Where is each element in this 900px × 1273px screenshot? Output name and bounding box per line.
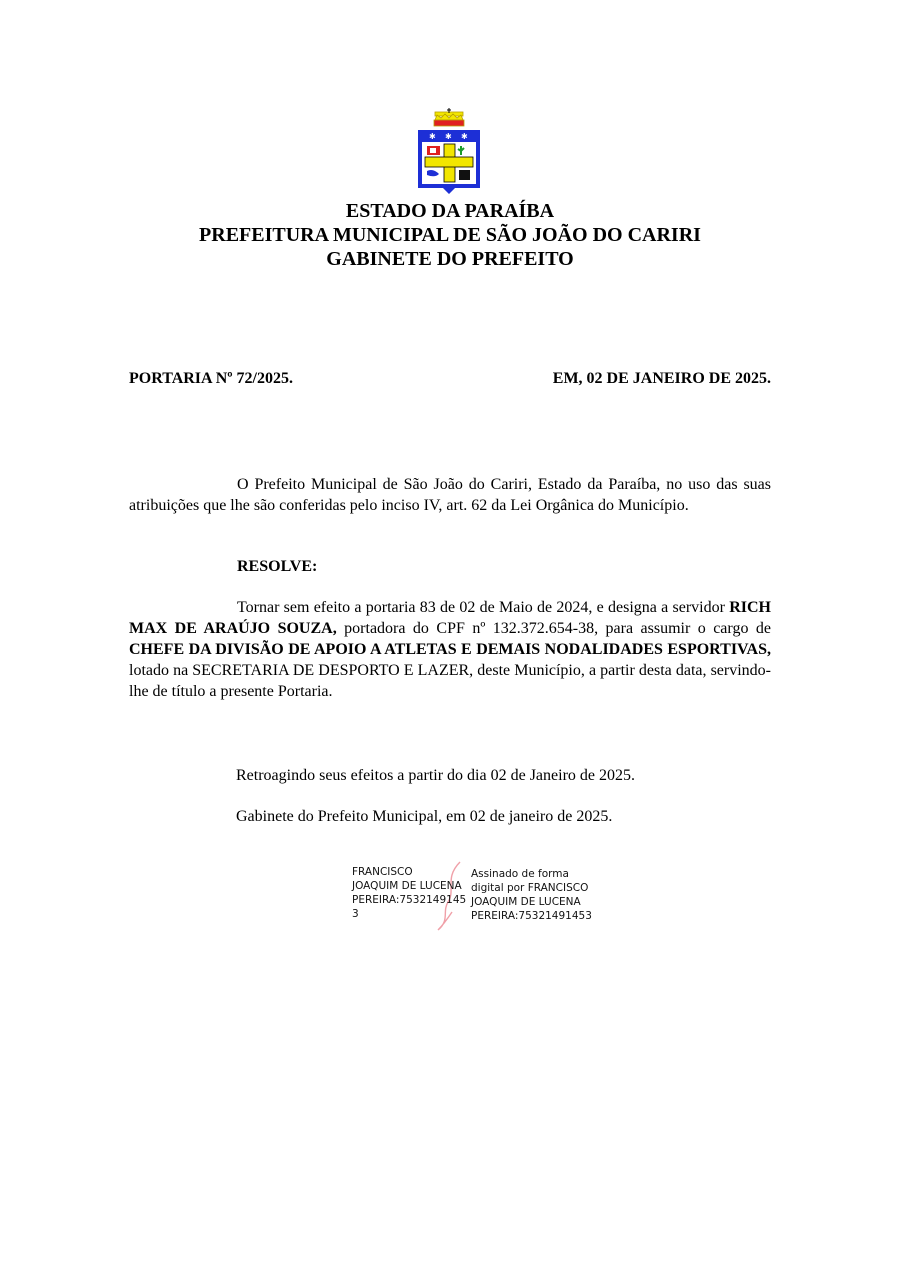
signer-line: FRANCISCO — [352, 866, 413, 878]
preamble-text: O Prefeito Municipal de São João do Cariri, Estado da Paraíba, no uso das suas atribuições que lhe são conferidas pelo inciso IV, art. 62 da Lei Orgânica do Município. — [129, 476, 771, 514]
signer-line: 3 — [352, 908, 359, 920]
svg-text:✱: ✱ — [429, 132, 436, 141]
signature-info-line: digital por FRANCISCO — [471, 882, 589, 894]
portaria-date: EM, 02 DE JANEIRO DE 2025. — [552, 370, 771, 387]
closing-paragraph: Gabinete do Prefeito Municipal, em 02 de janeiro de 2025. — [236, 808, 613, 825]
signer-line: PEREIRA:7532149145 — [352, 894, 467, 906]
resolution-text-a: Tornar sem efeito a portaria 83 de 02 de Maio de 2024, e designa a servidor — [237, 599, 730, 616]
svg-text:✱: ✱ — [461, 132, 468, 141]
retroactive-paragraph: Retroagindo seus efeitos a partir do dia 02 de Janeiro de 2025. — [236, 767, 635, 784]
digital-signature — [352, 864, 592, 936]
svg-text:✱: ✱ — [445, 132, 452, 141]
resolve-heading: RESOLVE: — [237, 558, 318, 575]
office-name: GABINETE DO PREFEITO — [326, 248, 574, 270]
resolution-paragraph — [129, 597, 771, 702]
portaria-number: PORTARIA Nº 72/2025. — [129, 370, 293, 387]
position-title: CHEFE DA DIVISÃO DE APOIO A ATLETAS E DEMAIS NODALIDADES ESPORTIVAS, — [129, 641, 771, 658]
signer-line: JOAQUIM DE LUCENA — [352, 880, 462, 892]
preamble-paragraph — [129, 474, 771, 516]
signature-info-block — [471, 867, 593, 923]
signer-name-block — [352, 865, 472, 921]
municipal-coat-of-arms-icon — [415, 108, 483, 196]
signature-info-line: PEREIRA:75321491453 — [471, 910, 592, 922]
document-header — [0, 199, 900, 271]
portaria-row — [129, 369, 771, 389]
state-name: ESTADO DA PARAÍBA — [345, 200, 555, 222]
servant-name: RICH MAX DE ARAÚJO SOUZA, — [129, 599, 771, 637]
resolution-text-c: lotado na SECRETARIA DE DESPORTO E LAZER, deste Município, a partir desta data, servindo-lhe de título a presente Portaria. — [129, 662, 771, 700]
resolution-text-b: portadora do CPF nº 132.372.654-38, para assumir o cargo de — [336, 620, 771, 637]
signature-info-line: JOAQUIM DE LUCENA — [471, 896, 581, 908]
municipality-name: PREFEITURA MUNICIPAL DE SÃO JOÃO DO CARIRI — [199, 224, 701, 246]
signature-info-line: Assinado de forma — [471, 868, 569, 880]
